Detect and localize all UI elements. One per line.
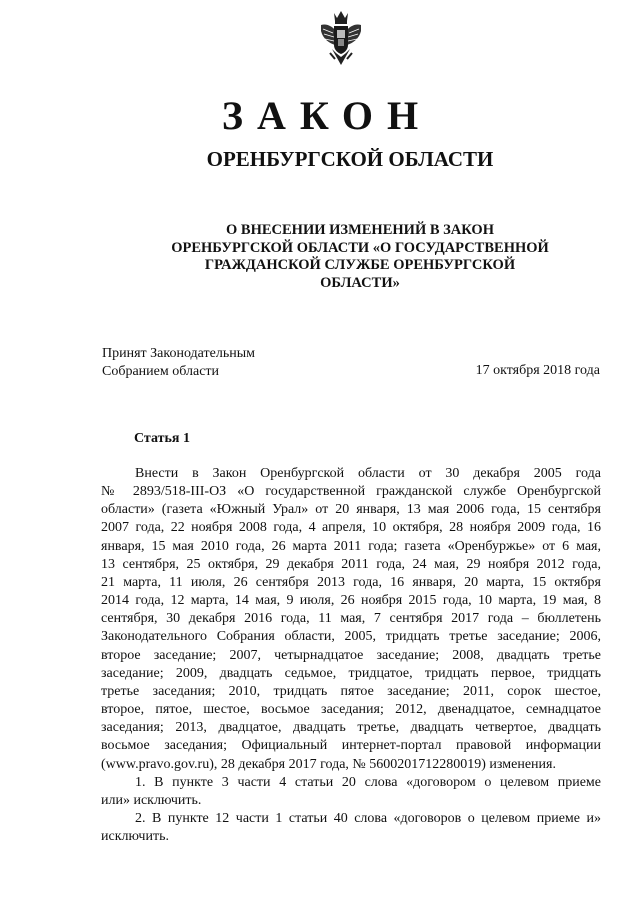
body-line: января, 15 мая 2010 года, 26 марта 2011 года; газета «Оренбуржье» от 6 мая, (101, 538, 601, 554)
law-heading-line: ОБЛАСТИ» (320, 274, 400, 291)
coat-of-arms-icon (317, 9, 365, 67)
article-item-1 (101, 774, 601, 810)
body-line: третье заседания; 2010, тридцать пятое заседание; 2011, сорок шестое, (101, 683, 601, 699)
body-line: сентября, 30 декабря 2016 года, 11 мая, 7 сентября 2017 года – бюллетень (101, 611, 601, 627)
article-intro-paragraph (101, 465, 601, 774)
article-item-2 (101, 810, 601, 846)
body-line: заседание; 2009, двадцать седьмое, тридцатое, тридцать первое, тридцать (101, 665, 601, 681)
body-line: Внести в Закон Оренбургской области от 30 декабря 2005 года (135, 466, 601, 481)
law-heading-line: ОРЕНБУРГСКОЙ ОБЛАСТИ «О ГОСУДАРСТВЕННОЙ (171, 239, 549, 256)
law-heading (130, 222, 590, 292)
body-line: 1. В пункте 3 части 4 статьи 20 слова «договором о целевом приеме (135, 774, 601, 790)
adoption-date: 17 октября 2018 года (475, 363, 600, 378)
region-subtitle: ОРЕНБУРГСКОЙ ОБЛАСТИ (206, 147, 494, 171)
body-line: Законодательного Собрания области, 2005, тридцать третье заседание; 2006, (101, 629, 601, 645)
body-line: 21 марта, 11 июля, 26 сентября 2013 года, 16 января, 20 марта, 15 октября (101, 574, 601, 590)
body-line: восьмое заседания; Официальный интернет-портал правовой информации (101, 738, 601, 754)
body-line: № 2893/518-III-ОЗ «О государственной гражданской службе Оренбургской (101, 484, 601, 500)
article-body (101, 465, 601, 846)
article-title: Статья 1 (134, 431, 190, 446)
law-heading-line: О ВНЕСЕНИИ ИЗМЕНЕНИЙ В ЗАКОН (226, 222, 494, 238)
adoption-line: Принят Законодательным (102, 346, 255, 361)
body-line: (www.pravo.gov.ru), 28 декабря 2017 года, № 5600201712280019) изменения. (101, 756, 556, 772)
law-title: ЗАКОН (221, 93, 433, 138)
body-line: второе заседание; 2007, четырнадцатое заседание; 2008, двадцать третье (101, 647, 601, 663)
adoption-line: Собранием области (102, 363, 220, 379)
body-line: 13 сентября, 25 октября, 29 декабря 2011 года, 24 мая, 29 ноября 2012 года, (101, 556, 601, 572)
body-line: второе, пятое, шестое, восьмое заседания; 2012, двенадцатое, семнадцатое (101, 702, 601, 718)
body-line: исключить. (101, 829, 169, 845)
body-line: или» исключить. (101, 792, 202, 808)
adoption-note (102, 345, 255, 380)
law-heading-line: ГРАЖДАНСКОЙ СЛУЖБЕ ОРЕНБУРГСКОЙ (204, 257, 516, 273)
body-line: области» (газета «Южный Урал» от 20 января, 13 мая 2006 года, 15 сентября (101, 502, 601, 518)
body-line: заседания; 2013, двадцатое, двадцать третье, двадцать четвертое, двадцать (101, 720, 601, 736)
body-line: 2014 года, 12 марта, 14 мая, 9 июля, 26 ноября 2015 года, 10 марта, 19 мая, 8 (101, 593, 601, 609)
body-line: 2. В пункте 12 части 1 статьи 40 слова «договоров о целевом приеме и» (135, 810, 601, 826)
body-line: 2007 года, 22 ноября 2008 года, 4 апреля, 10 октября, 28 ноября 2009 года, 16 (101, 520, 601, 536)
